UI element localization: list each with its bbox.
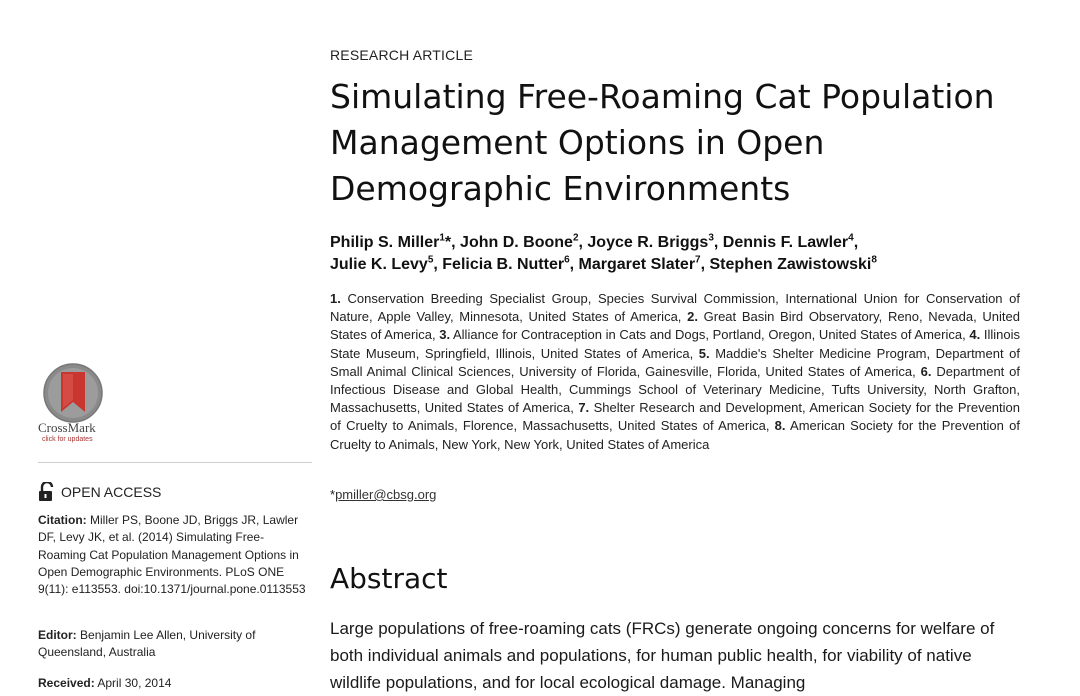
author-name[interactable]: Margaret Slater xyxy=(578,256,696,273)
author-affil-sup: 3 xyxy=(708,232,714,244)
email-link[interactable]: pmiller@cbsg.org xyxy=(335,487,437,502)
author-affil-sup: 2 xyxy=(572,232,579,244)
affil-number: 7. xyxy=(578,400,590,416)
affil-number: 1. xyxy=(330,291,341,306)
affil-number: 4. xyxy=(969,327,981,343)
author-affil-sup: 1 xyxy=(439,232,445,244)
affil-number: 3. xyxy=(439,327,451,343)
citation-text: Miller PS, Boone JD, Briggs JR, Lawler DF, Levy JK, et al. (2014) Simulating Free-Roaming Cat Population Management Options in Open Demographic Environments. PLoS ONE 9(11): e113553. doi:10.1371/journal.pone.0113553 xyxy=(38,513,306,597)
affil-number: 2. xyxy=(687,309,698,325)
author-sep: *, xyxy=(444,234,461,251)
author-sep: , xyxy=(433,256,443,273)
open-access-label: OPEN ACCESS xyxy=(61,484,162,500)
editor-label: Editor: xyxy=(38,628,77,642)
author-name[interactable]: Julie K. Levy xyxy=(330,256,428,273)
editor-block xyxy=(38,627,308,662)
corresponding-email xyxy=(330,487,436,502)
abstract-text: Large populations of free-roaming cats (FRCs) generate ongoing concerns for welfare of both individual animals and populations, for human public health, for viability of native wildlife populations, and for local ecological damage. Managing xyxy=(330,619,995,692)
affiliation-list xyxy=(330,290,1020,454)
received-block xyxy=(38,675,308,692)
affil-text: Alliance for Contraception in Cats and Dogs, Portland, Oregon, United States of America, xyxy=(453,327,966,343)
affil-number: 5. xyxy=(698,345,710,361)
open-lock-icon xyxy=(38,482,56,502)
affil-text: Department of Infectious Disease and Global Health, Cummings School of Veterinary Medicine, Tufts University, North Grafton, Massachusetts, United States of America, xyxy=(330,363,1020,416)
crossmark-badge[interactable] xyxy=(38,362,118,448)
author-sep: , xyxy=(853,234,859,251)
crossmark-label: CrossMark xyxy=(38,420,96,435)
crossmark-sublabel: click for updates xyxy=(42,436,93,443)
author-affil-sup: 6 xyxy=(564,254,570,266)
author-sep: , xyxy=(569,256,579,273)
sidebar-divider xyxy=(38,462,312,463)
article-title: Simulating Free-Roaming Cat Population Management Options in Open Demographic Environments xyxy=(330,77,995,208)
author-name[interactable]: John D. Boone xyxy=(460,234,573,251)
affil-number: 8. xyxy=(774,418,786,434)
affil-text: American Society for the Prevention of Cruelty to Animals, New York, New York, United States of America xyxy=(330,418,1020,452)
affil-text: Great Basin Bird Observatory, Reno, Nevada, United States of America, xyxy=(330,309,1020,343)
citation-block xyxy=(38,512,308,598)
citation-label: Citation: xyxy=(38,513,87,527)
received-label: Received: xyxy=(38,676,95,690)
author-sep: , xyxy=(700,256,710,273)
abstract-heading: Abstract xyxy=(330,562,448,595)
author-name[interactable]: Stephen Zawistowski xyxy=(709,256,872,273)
affil-number: 6. xyxy=(920,363,932,379)
received-text: April 30, 2014 xyxy=(97,676,172,690)
email-asterisk: * xyxy=(330,487,336,502)
affil-text: Maddie's Shelter Medicine Program, Department of Small Animal Clinical Sciences, University of Florida, Gainesville, Florida, United States of America, xyxy=(330,345,1020,379)
author-name[interactable]: Dennis F. Lawler xyxy=(722,234,849,251)
author-affil-sup: 8 xyxy=(871,254,877,266)
crossmark-icon xyxy=(42,362,104,424)
author-name[interactable]: Joyce R. Briggs xyxy=(587,234,709,251)
affil-text: Conservation Breeding Specialist Group, Species Survival Commission, International Union for Conservation of Nature, Apple Valley, Minnesota, United States of America, xyxy=(330,291,1020,325)
author-affil-sup: 4 xyxy=(848,232,854,244)
author-sep: , xyxy=(578,234,588,251)
author-line-2 xyxy=(330,254,1030,276)
author-name[interactable]: Philip S. Miller xyxy=(330,234,440,251)
editor-text: Benjamin Lee Allen, University of Queensland, Australia xyxy=(38,628,256,660)
article-type-label: RESEARCH ARTICLE xyxy=(330,47,473,63)
affil-text: Illinois State Museum, Springfield, Illinois, United States of America, xyxy=(330,327,1020,361)
author-affil-sup: 5 xyxy=(427,254,434,266)
author-affil-sup: 7 xyxy=(695,254,701,266)
author-sep: , xyxy=(713,234,723,251)
affil-text: Shelter Research and Development, American Society for the Prevention of Cruelty to Animals, Florence, Massachusetts, United States of America, xyxy=(330,400,1020,434)
author-line-1 xyxy=(330,232,1030,254)
author-list xyxy=(330,232,1030,276)
author-name[interactable]: Felicia B. Nutter xyxy=(442,256,565,273)
